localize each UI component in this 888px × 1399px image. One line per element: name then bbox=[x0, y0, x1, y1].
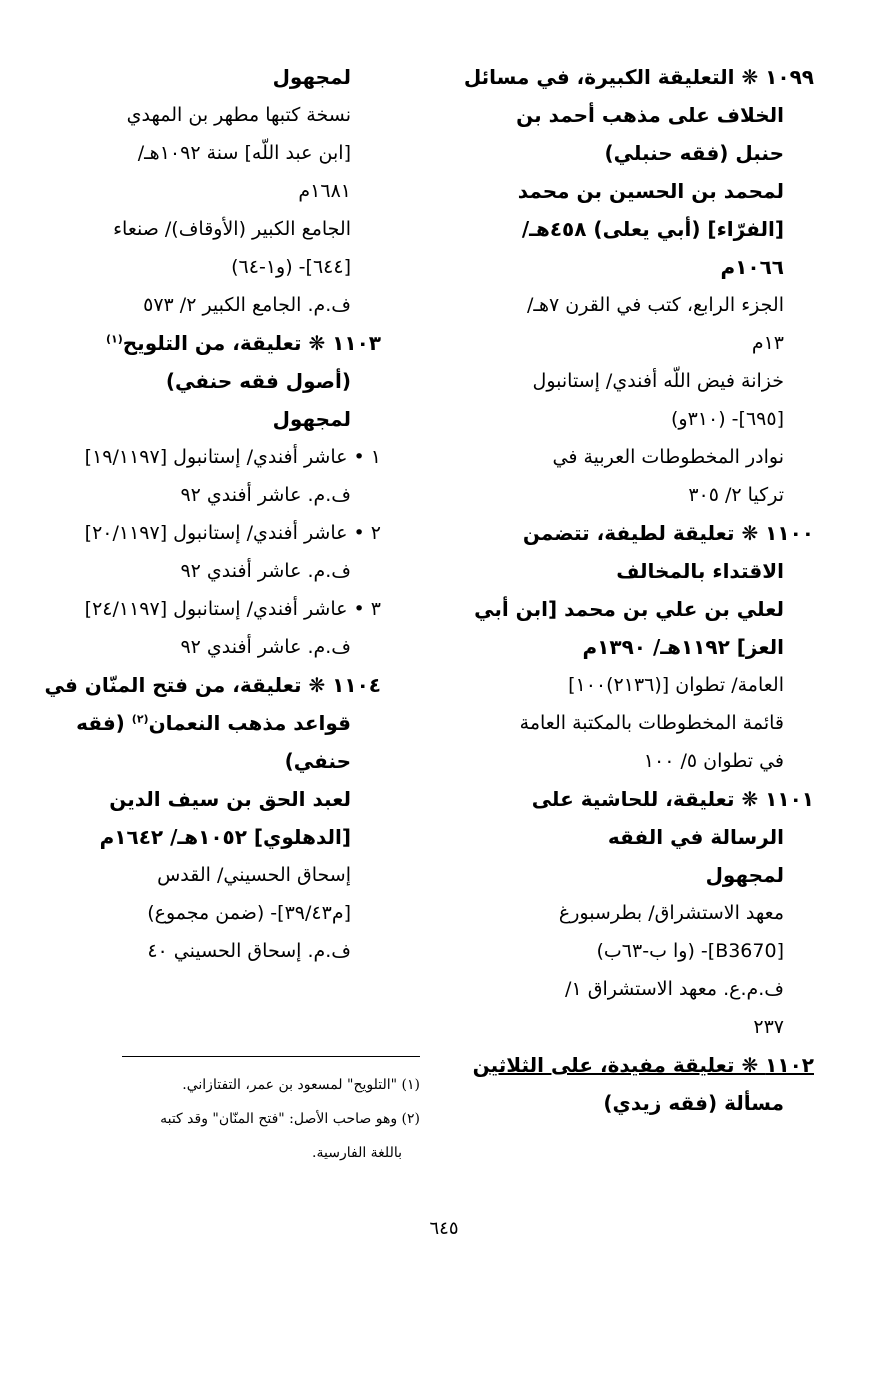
entry-line bbox=[81, 932, 381, 970]
entry-line bbox=[81, 590, 381, 628]
entry-line-text: لعبد الحق بن سيف الدين bbox=[109, 787, 351, 811]
entry-line-text: ٢٣٧ bbox=[753, 1016, 784, 1038]
entry-line bbox=[474, 818, 814, 856]
entry-line-text: ف.م. عاشر أفندي ٩٢ bbox=[180, 484, 351, 506]
entry-line bbox=[474, 970, 814, 1008]
column-right bbox=[463, 58, 814, 1122]
entry-line bbox=[474, 856, 814, 894]
entry-line bbox=[81, 514, 381, 552]
entry-line-text: [B3670]- (وا ب-٦٣ب) bbox=[596, 940, 784, 962]
entry-line bbox=[81, 58, 381, 96]
footnotes bbox=[100, 1068, 420, 1170]
footnote-1: (١) "التلويح" لمسعود بن عمر، التفتازاني. bbox=[182, 1077, 420, 1093]
entry-line-text: قواعد مذهب النعمان bbox=[148, 711, 351, 735]
entry-line-text: نسخة كتبها مطهر بن المهدي bbox=[126, 104, 351, 126]
entry-line-text: مسألة (فقه زيدي) bbox=[603, 1091, 784, 1115]
entry-line-text: معهد الاستشراق/ بطرسبورغ bbox=[558, 902, 784, 924]
entry-line bbox=[474, 210, 814, 248]
entry-line-text: [الفرّاء] (أبي يعلى) ٤٥٨هـ/ bbox=[521, 217, 784, 241]
entry-line-text: خزانة فيض اللّه أفندي/ إستانبول bbox=[532, 370, 784, 392]
entry-line bbox=[474, 1008, 814, 1046]
entry-line bbox=[76, 704, 381, 742]
entry-line-text: (أصول فقه حنفي) bbox=[165, 369, 351, 393]
entry-line-text: الرسالة في الفقه bbox=[607, 825, 784, 849]
catalog-entry bbox=[463, 58, 814, 514]
entry-line-text: لعلي بن علي بن محمد [ابن أبي bbox=[474, 597, 784, 621]
entry-line-text: لمحمد بن الحسين بن محمد bbox=[517, 179, 784, 203]
entry-line-text: تركيا ٢/ ٣٠٥ bbox=[688, 484, 784, 506]
entry-line bbox=[474, 894, 814, 932]
entry-line bbox=[474, 134, 814, 172]
entry-line-text: ١٠٦٦م bbox=[720, 255, 784, 279]
entry-line bbox=[474, 172, 814, 210]
footnote-separator bbox=[122, 1056, 420, 1057]
entry-line-text: لمجهول bbox=[272, 65, 351, 89]
entry-line-text: ١١٠٣ ❋ تعليقة، من التلويح bbox=[122, 331, 381, 355]
catalog-entry bbox=[81, 324, 381, 666]
entry-line-text: لمجهول bbox=[272, 407, 351, 431]
entry-line bbox=[474, 1046, 814, 1084]
entry-line bbox=[474, 552, 814, 590]
entry-line-text: ١١٠٠ ❋ تعليقة لطيفة، تتضمن bbox=[522, 521, 814, 545]
entry-line bbox=[81, 476, 381, 514]
entry-line-text: ف.م. إسحاق الحسيني ٤٠ bbox=[147, 940, 351, 962]
entry-line bbox=[474, 780, 814, 818]
entry-line-text: ف.م.ع. معهد الاستشراق ١/ bbox=[565, 978, 784, 1000]
catalog-entry bbox=[474, 780, 814, 1046]
entry-line-text: ف.م. عاشر أفندي ٩٢ bbox=[180, 636, 351, 658]
entry-line bbox=[81, 894, 381, 932]
entry-line bbox=[81, 248, 381, 286]
entry-line-text: [ابن عبد اللّه] سنة ١٠٩٢هـ/ bbox=[137, 142, 351, 164]
entry-line-text: الخلاف على مذهب أحمد بن bbox=[516, 103, 784, 127]
entry-line bbox=[474, 742, 814, 780]
entry-line-text: في تطوان ٥/ ١٠٠ bbox=[643, 750, 784, 772]
entry-line bbox=[474, 514, 814, 552]
page-number: ٦٤٥ bbox=[429, 1218, 459, 1239]
entry-line-text: ١٦٨١م bbox=[298, 180, 351, 202]
entry-line-text: ٣ • عاشر أفندي/ إستانبول [٢٤/١١٩٧] bbox=[84, 598, 381, 620]
entry-line bbox=[474, 1084, 814, 1122]
entry-line-text: إسحاق الحسيني/ القدس bbox=[157, 864, 351, 886]
entry-line bbox=[44, 666, 381, 704]
entry-line-text: حنبل (فقه حنبلي) bbox=[604, 141, 784, 165]
entry-line bbox=[474, 96, 814, 134]
entry-line-text: ١ • عاشر أفندي/ إستانبول [١٩/١١٩٧] bbox=[84, 446, 381, 468]
entry-line-text: ١١٠٢ ❋ تعليقة مفيدة، على الثلاثين bbox=[472, 1053, 814, 1077]
entry-line bbox=[81, 742, 381, 780]
entry-line-text: ١١٠١ ❋ تعليقة، للحاشية على bbox=[531, 787, 814, 811]
entry-line-text: العامة/ تطوان [(٢١٣٦)١٠٠] bbox=[568, 674, 784, 696]
footnote-2-continued: باللغة الفارسية. bbox=[312, 1145, 402, 1161]
entry-line bbox=[81, 856, 381, 894]
entry-line-text: [٦٩٥]- (٣١٠و) bbox=[671, 408, 784, 430]
entry-line bbox=[81, 438, 381, 476]
catalog-entry bbox=[474, 514, 814, 780]
entry-line-text: الجزء الرابع، كتب في القرن ٧هـ/ bbox=[527, 294, 784, 316]
entry-line bbox=[81, 324, 381, 362]
entry-line-text: الجامع الكبير (الأوقاف)/ صنعاء bbox=[113, 218, 351, 240]
entry-line-text: العز] ١١٩٢هـ/ ١٣٩٠م bbox=[582, 635, 784, 659]
entry-line-text: لمجهول bbox=[705, 863, 784, 887]
entry-line bbox=[474, 704, 814, 742]
entry-line bbox=[81, 628, 381, 666]
entry-line bbox=[474, 286, 814, 324]
entry-line bbox=[474, 324, 814, 362]
entry-line bbox=[81, 818, 381, 856]
entry-line bbox=[474, 932, 814, 970]
entry-line-text: ١٣م bbox=[751, 332, 784, 354]
entry-line bbox=[463, 58, 814, 96]
entry-line-text: ف.م. الجامع الكبير ٢/ ٥٧٣ bbox=[143, 294, 351, 316]
entry-line bbox=[474, 628, 814, 666]
entry-line-text: [٦٤٤]- (و١-٦٤) bbox=[231, 256, 351, 278]
catalog-entry bbox=[81, 58, 381, 324]
entry-line-text: ف.م. عاشر أفندي ٩٢ bbox=[180, 560, 351, 582]
entry-line-text: الاقتداء بالمخالف bbox=[616, 559, 784, 583]
entry-line bbox=[474, 590, 814, 628]
entry-line bbox=[474, 476, 814, 514]
entry-line-text: ١٠٩٩ ❋ التعليقة الكبيرة، في مسائل bbox=[463, 65, 814, 89]
catalog-entry bbox=[474, 1046, 814, 1122]
entry-line bbox=[81, 210, 381, 248]
entry-line bbox=[474, 438, 814, 476]
entry-line-tail: (فقه bbox=[76, 711, 132, 735]
entry-line bbox=[81, 134, 381, 172]
entry-line bbox=[81, 362, 381, 400]
entry-line bbox=[81, 400, 381, 438]
column-left bbox=[44, 58, 381, 970]
footnote-2: (٢) وهو صاحب الأصل: "فتح المنّان" وقد كتبه bbox=[160, 1111, 420, 1127]
catalog-entry bbox=[44, 666, 381, 970]
entry-line-text: ١١٠٤ ❋ تعليقة، من فتح المنّان في bbox=[44, 673, 381, 697]
entry-line-text: [م٣٩/٤٣]- (ضمن مجموع) bbox=[147, 902, 351, 924]
entry-line bbox=[474, 400, 814, 438]
entry-line bbox=[81, 552, 381, 590]
entry-line-text: ٢ • عاشر أفندي/ إستانبول [٢٠/١١٩٧] bbox=[84, 522, 381, 544]
entry-line bbox=[474, 362, 814, 400]
entry-line-text: نوادر المخطوطات العربية في bbox=[552, 446, 784, 468]
entry-line-text: حنفي) bbox=[284, 749, 351, 773]
entry-line bbox=[81, 96, 381, 134]
footnote-marker: (٢) bbox=[131, 712, 149, 726]
footnote-marker: (١) bbox=[105, 332, 123, 346]
entry-line bbox=[474, 248, 814, 286]
entry-line-text: [الدهلوي] ١٠٥٢هـ/ ١٦٤٢م bbox=[99, 825, 351, 849]
entry-line bbox=[81, 172, 381, 210]
entry-line bbox=[81, 286, 381, 324]
entry-line bbox=[474, 666, 814, 704]
entry-line-text: قائمة المخطوطات بالمكتبة العامة bbox=[519, 712, 784, 734]
entry-line bbox=[81, 780, 381, 818]
